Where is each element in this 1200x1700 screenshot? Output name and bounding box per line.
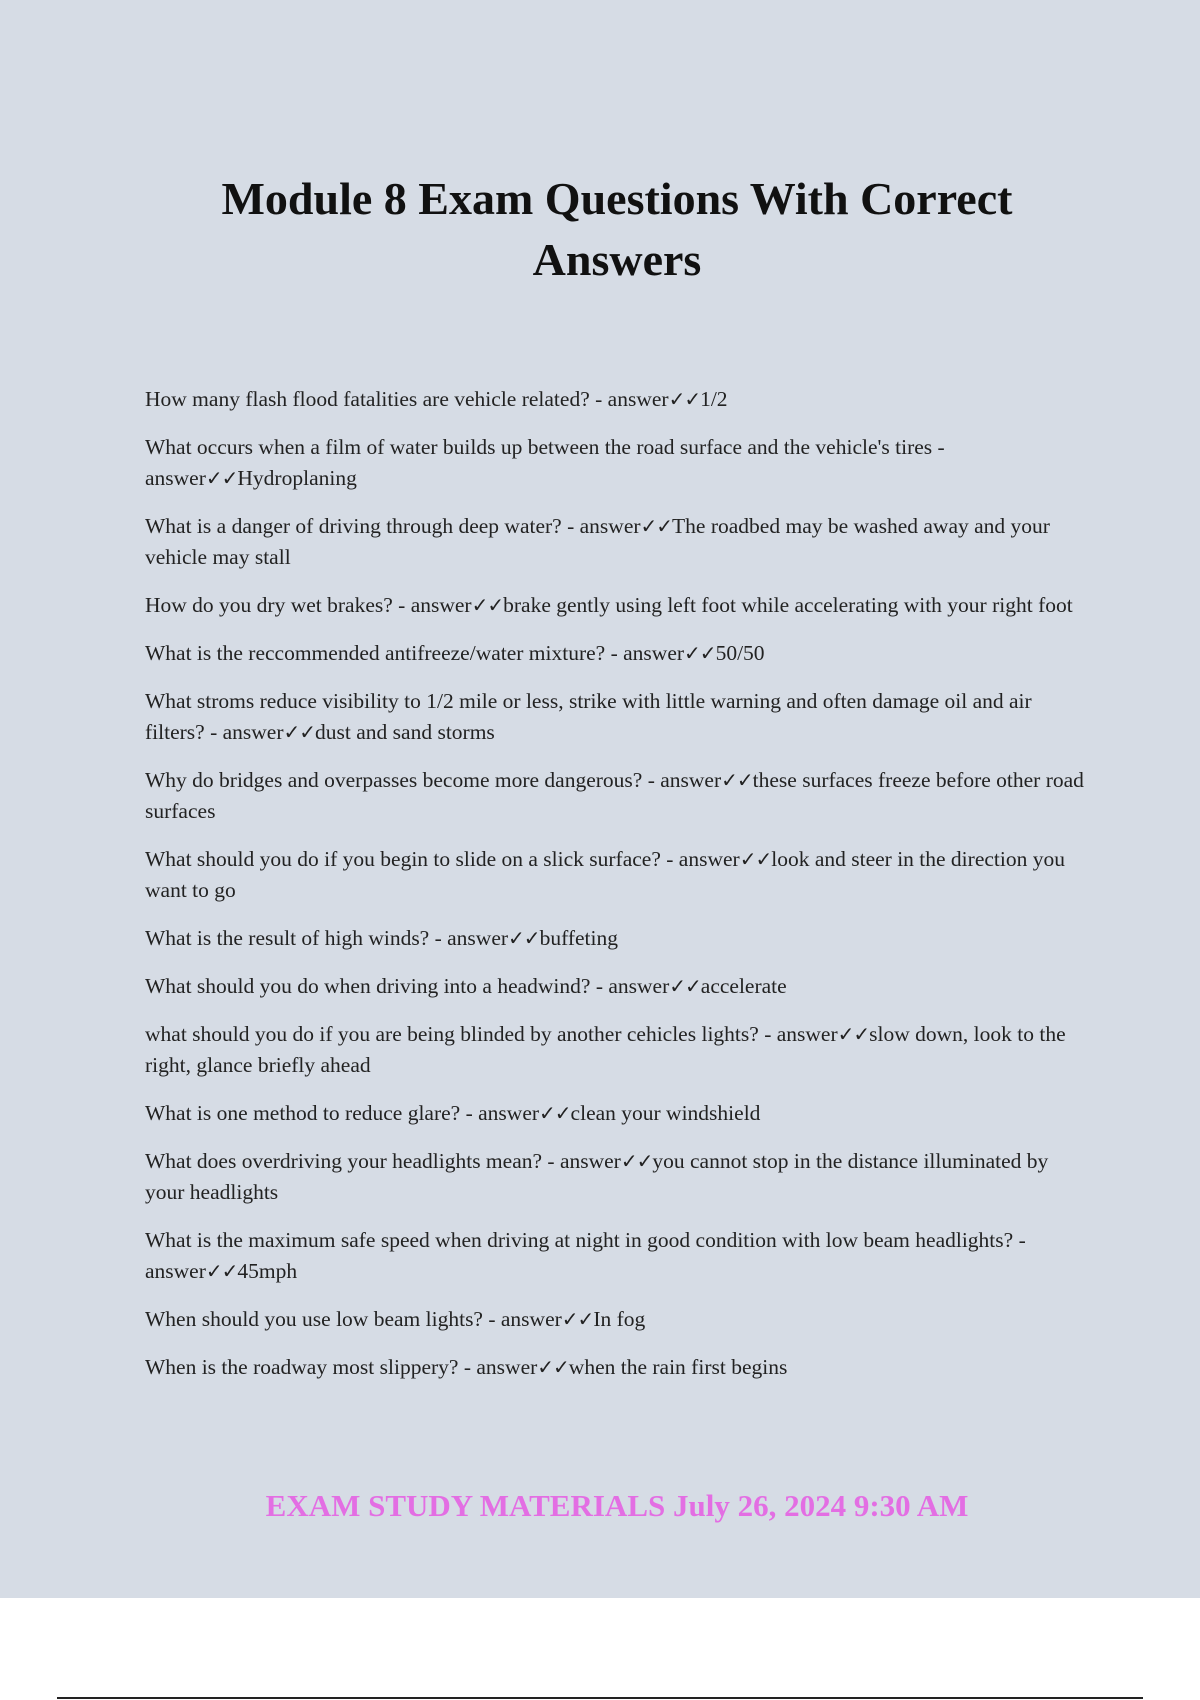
double-check-icon: ✓✓ xyxy=(620,1149,653,1173)
question-text: What is one method to reduce glare? xyxy=(145,1101,461,1125)
answer-label: - answer xyxy=(482,1307,562,1331)
double-check-icon: ✓✓ xyxy=(537,1355,569,1379)
qa-item xyxy=(145,1146,1085,1208)
answer-label: - answer xyxy=(204,720,284,744)
answer-text: look and steer in the direction you want to go xyxy=(145,847,1065,902)
double-check-icon: ✓✓ xyxy=(739,847,772,871)
answer-text: slow down, look to the right, glance briefly ahead xyxy=(145,1022,1066,1077)
question-text: When is the roadway most slippery? xyxy=(145,1355,459,1379)
answer-text: when the rain first begins xyxy=(568,1355,788,1379)
qa-item xyxy=(145,1019,1085,1081)
qa-item xyxy=(145,1098,1085,1129)
answer-label: - answer xyxy=(605,641,685,665)
question-text: What occurs when a film of water builds up between the road surface and the vehicle's tires xyxy=(145,435,933,459)
qa-item xyxy=(145,511,1085,573)
answer-text: dust and sand storms xyxy=(315,720,495,744)
question-text: What does overdriving your headlights mean? xyxy=(145,1149,543,1173)
answer-label: - answer xyxy=(392,593,472,617)
qa-item xyxy=(145,844,1085,906)
qa-list xyxy=(145,384,1085,1400)
question-text: What should you do if you begin to slide on a slick surface? xyxy=(145,847,661,871)
answer-text: 45mph xyxy=(237,1259,298,1283)
qa-item xyxy=(145,923,1085,954)
question-text: How many flash flood fatalities are vehicle related? xyxy=(145,387,590,411)
qa-item xyxy=(145,590,1085,621)
question-text: What is the reccommended antifreeze/water mixture? xyxy=(145,641,606,665)
answer-label: - answer xyxy=(458,1355,538,1379)
question-text: What stroms reduce visibility to 1/2 mile or less, strike with little warning and often damage oil and air filters? xyxy=(145,689,1032,744)
qa-item xyxy=(145,686,1085,748)
answer-text: accelerate xyxy=(700,974,787,998)
double-check-icon: ✓✓ xyxy=(721,768,753,792)
answer-label: - answer xyxy=(542,1149,621,1173)
answer-text: In fog xyxy=(593,1307,646,1331)
double-check-icon: ✓✓ xyxy=(669,974,701,998)
question-text: what should you do if you are being blinded by another cehicles lights? xyxy=(145,1022,759,1046)
qa-item xyxy=(145,765,1085,827)
answer-text: Hydroplaning xyxy=(237,466,357,490)
double-check-icon: ✓✓ xyxy=(561,1307,594,1331)
qa-item xyxy=(145,638,1085,669)
answer-label: - answer xyxy=(642,768,722,792)
answer-text: clean your windshield xyxy=(570,1101,761,1125)
qa-item xyxy=(145,1304,1085,1335)
double-check-icon: ✓✓ xyxy=(684,641,716,665)
document-title: Module 8 Exam Questions With Correct Answers xyxy=(221,173,1013,285)
double-check-icon: ✓✓ xyxy=(471,593,504,617)
double-check-icon: ✓✓ xyxy=(508,926,540,950)
answer-text: brake gently using left foot while accelerating with your right foot xyxy=(503,593,1073,617)
answer-text: buffeting xyxy=(539,926,618,950)
qa-item xyxy=(145,971,1085,1002)
answer-text: 50/50 xyxy=(715,641,765,665)
double-check-icon: ✓✓ xyxy=(668,387,701,411)
qa-item xyxy=(145,384,1085,415)
answer-label: - answer xyxy=(429,926,509,950)
double-check-icon: ✓✓ xyxy=(205,1259,238,1283)
answer-label: - answer xyxy=(758,1022,838,1046)
answer-label: - answer xyxy=(145,1228,1026,1283)
answer-text: these surfaces freeze before other road surfaces xyxy=(145,768,1084,823)
answer-label: - answer xyxy=(145,435,945,490)
double-check-icon: ✓✓ xyxy=(837,1022,870,1046)
answer-text: The roadbed may be washed away and your vehicle may stall xyxy=(145,514,1050,569)
double-check-icon: ✓✓ xyxy=(283,720,316,744)
answer-label: - answer xyxy=(589,387,669,411)
question-text: What is a danger of driving through deep water? xyxy=(145,514,562,538)
question-text: When should you use low beam lights? xyxy=(145,1307,483,1331)
answer-label: - answer xyxy=(590,974,670,998)
question-text: What is the maximum safe speed when driving at night in good condition with low beam headlights? xyxy=(145,1228,1014,1252)
double-check-icon: ✓✓ xyxy=(640,514,673,538)
qa-item xyxy=(145,1352,1085,1383)
answer-label: - answer xyxy=(660,847,740,871)
question-text: What should you do when driving into a headwind? xyxy=(145,974,591,998)
answer-text: you cannot stop in the distance illuminated by your headlights xyxy=(145,1149,1049,1204)
qa-item xyxy=(145,432,1085,494)
answer-label: - answer xyxy=(460,1101,540,1125)
bottom-rule-divider xyxy=(57,1697,1143,1699)
double-check-icon: ✓✓ xyxy=(539,1101,571,1125)
question-text: Why do bridges and overpasses become more dangerous? xyxy=(145,768,643,792)
question-text: How do you dry wet brakes? xyxy=(145,593,393,617)
double-check-icon: ✓✓ xyxy=(205,466,238,490)
qa-item xyxy=(145,1225,1085,1287)
answer-text: 1/2 xyxy=(700,387,728,411)
question-text: What is the result of high winds? xyxy=(145,926,430,950)
watermark-footer-note: EXAM STUDY MATERIALS July 26, 2024 9:30 AM xyxy=(265,1488,969,1523)
answer-label: - answer xyxy=(561,514,641,538)
